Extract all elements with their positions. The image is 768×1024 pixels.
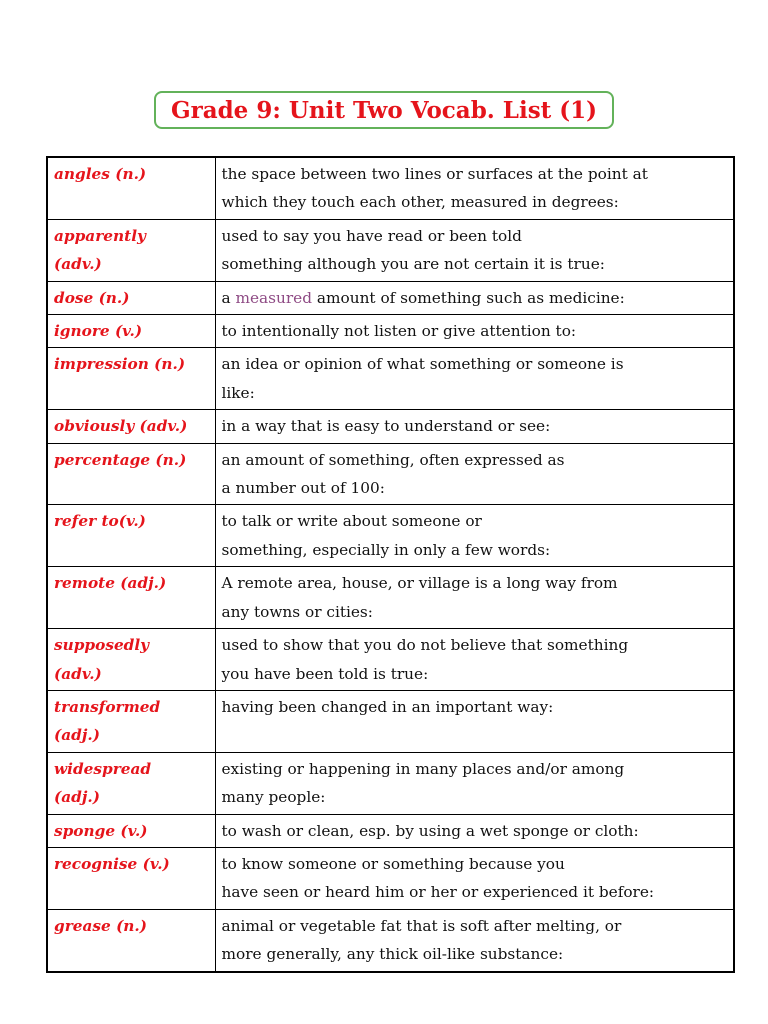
definition-highlight: measured — [235, 288, 313, 307]
table-row — [47, 281, 734, 314]
title-box — [154, 91, 614, 129]
table-row — [47, 752, 734, 814]
table-row — [47, 909, 734, 971]
table-row — [47, 814, 734, 847]
table-row — [47, 157, 734, 219]
vocab-word: percentage (n.) — [47, 443, 215, 505]
table-row — [47, 443, 734, 505]
vocab-word: widespread (adj.) — [47, 752, 215, 814]
vocab-definition — [215, 281, 734, 314]
vocab-table — [46, 156, 735, 973]
vocab-word: transformed (adj.) — [47, 690, 215, 752]
vocab-definition: used to show that you do not believe that something you have been told is true: — [215, 629, 734, 691]
vocab-word: obviously (adv.) — [47, 410, 215, 443]
table-row — [47, 348, 734, 410]
vocab-word: ignore (v.) — [47, 315, 215, 348]
vocab-definition: A remote area, house, or village is a long way from any towns or cities: — [215, 567, 734, 629]
vocab-definition: used to say you have read or been told something although you are not certain it is true: — [215, 219, 734, 281]
vocab-word: sponge (v.) — [47, 814, 215, 847]
vocab-word: recognise (v.) — [47, 847, 215, 909]
vocab-word: remote (adj.) — [47, 567, 215, 629]
vocab-word: impression (n.) — [47, 348, 215, 410]
table-row — [47, 505, 734, 567]
table-row — [47, 690, 734, 752]
vocab-word: apparently (adv.) — [47, 219, 215, 281]
vocab-definition: existing or happening in many places and/or among many people: — [215, 752, 734, 814]
table-row — [47, 315, 734, 348]
vocab-definition: to know someone or something because you have seen or heard him or her or experienced it before: — [215, 847, 734, 909]
definition-suffix: amount of something such as medicine: — [312, 288, 625, 307]
page-title: Grade 9: Unit Two Vocab. List (1) — [170, 96, 598, 124]
vocab-definition: to intentionally not listen or give attention to: — [215, 315, 734, 348]
definition-prefix: a — [221, 288, 236, 307]
table-row — [47, 567, 734, 629]
table-row — [47, 410, 734, 443]
vocab-definition: to wash or clean, esp. by using a wet sponge or cloth: — [215, 814, 734, 847]
vocab-definition: having been changed in an important way: — [215, 690, 734, 752]
vocab-word: supposedly (adv.) — [47, 629, 215, 691]
vocab-word: dose (n.) — [47, 281, 215, 314]
table-row — [47, 629, 734, 691]
table-row — [47, 847, 734, 909]
table-row — [47, 219, 734, 281]
vocab-definition: to talk or write about someone or something, especially in only a few words: — [215, 505, 734, 567]
vocab-word: refer to(v.) — [47, 505, 215, 567]
vocab-word: grease (n.) — [47, 909, 215, 971]
vocab-definition: animal or vegetable fat that is soft after melting, or more generally, any thick oil-like substance: — [215, 909, 734, 971]
vocab-definition: an idea or opinion of what something or someone is like: — [215, 348, 734, 410]
vocab-word: angles (n.) — [47, 157, 215, 219]
vocab-definition: the space between two lines or surfaces at the point at which they touch each other, measured in degrees: — [215, 157, 734, 219]
vocab-definition: an amount of something, often expressed as a number out of 100: — [215, 443, 734, 505]
vocab-definition: in a way that is easy to understand or see: — [215, 410, 734, 443]
